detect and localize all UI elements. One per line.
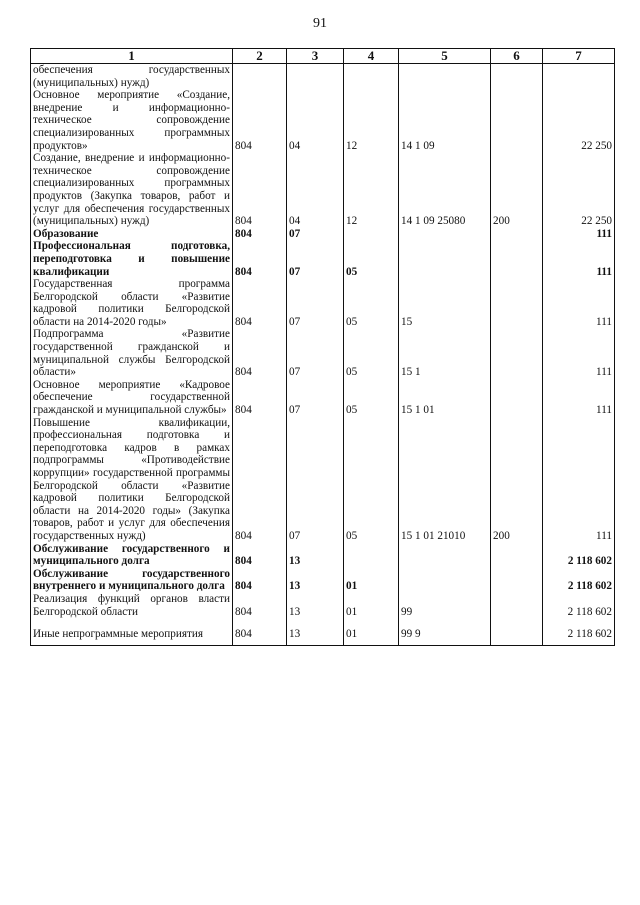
cell-ministry: 804 xyxy=(233,278,287,328)
table-row xyxy=(31,278,615,328)
cell-amount: 111 xyxy=(543,278,615,328)
cell-subsection: 05 xyxy=(344,379,399,417)
cell-amount: 22 250 xyxy=(543,89,615,152)
row-name: Создание, внедрение и информационно-техническое сопровождение специализированных программных продуктов (Закупка товаров, работ и услуг для обеспечения государственных (муниципальных) нужд) xyxy=(31,152,233,228)
table-row xyxy=(31,568,615,593)
cell-ministry: 804 xyxy=(233,417,287,543)
column-header: 7 xyxy=(543,49,615,64)
cell-target-article: 15 1 01 21010 xyxy=(399,417,491,543)
row-name: Реализация функций органов власти Белгородской области xyxy=(31,593,233,618)
cell-section: 07 xyxy=(287,278,344,328)
row-name: Основное мероприятие «Кадровое обеспечение государственной гражданской и муниципальной службы» xyxy=(31,379,233,417)
cell-amount: 111 xyxy=(543,328,615,378)
cell-target-article xyxy=(399,228,491,241)
table-row xyxy=(31,328,615,378)
cell-expense-type xyxy=(491,228,543,241)
table-row xyxy=(31,543,615,568)
table-header-row xyxy=(31,49,615,64)
cell-target-article: 14 1 09 xyxy=(399,89,491,152)
cell-amount: 111 xyxy=(543,417,615,543)
cell-expense-type xyxy=(491,278,543,328)
column-header: 1 xyxy=(31,49,233,64)
cell-subsection: 05 xyxy=(344,417,399,543)
table-row xyxy=(31,64,615,90)
cell-subsection: 05 xyxy=(344,240,399,278)
cell-expense-type xyxy=(491,379,543,417)
cell-subsection: 01 xyxy=(344,593,399,618)
cell-section: 13 xyxy=(287,568,344,593)
cell-section xyxy=(287,64,344,90)
cell-expense-type xyxy=(491,328,543,378)
cell-ministry xyxy=(233,64,287,90)
cell-section: 04 xyxy=(287,89,344,152)
cell-expense-type xyxy=(491,543,543,568)
column-header: 3 xyxy=(287,49,344,64)
cell-subsection: 12 xyxy=(344,152,399,228)
cell-target-article xyxy=(399,568,491,593)
page-number: 91 xyxy=(313,16,327,31)
cell-target-article: 15 1 xyxy=(399,328,491,378)
table-row xyxy=(31,89,615,152)
table-row xyxy=(31,240,615,278)
cell-target-article xyxy=(399,64,491,90)
cell-expense-type xyxy=(491,593,543,618)
cell-section: 07 xyxy=(287,417,344,543)
column-header: 4 xyxy=(344,49,399,64)
cell-expense-type xyxy=(491,568,543,593)
cell-section: 07 xyxy=(287,328,344,378)
cell-section: 07 xyxy=(287,379,344,417)
cell-amount: 111 xyxy=(543,240,615,278)
cell-subsection: 01 xyxy=(344,628,399,641)
row-name: Обслуживание государственного и муниципального долга xyxy=(31,543,233,568)
table-row xyxy=(31,379,615,417)
cell-ministry: 804 xyxy=(233,228,287,241)
cell-section: 07 xyxy=(287,228,344,241)
cell-subsection: 12 xyxy=(344,89,399,152)
cell-ministry: 804 xyxy=(233,379,287,417)
column-header: 2 xyxy=(233,49,287,64)
cell-ministry: 804 xyxy=(233,568,287,593)
table-bottom-border xyxy=(31,641,615,646)
cell-amount: 111 xyxy=(543,379,615,417)
cell-section: 07 xyxy=(287,240,344,278)
spacer-row xyxy=(31,618,615,628)
row-name: Государственная программа Белгородской области «Развитие кадровой политики Белгородской области на 2014-2020 годы» xyxy=(31,278,233,328)
cell-subsection xyxy=(344,228,399,241)
cell-ministry: 804 xyxy=(233,628,287,641)
cell-ministry: 804 xyxy=(233,543,287,568)
cell-amount xyxy=(543,64,615,90)
budget-table xyxy=(30,48,615,646)
cell-subsection: 01 xyxy=(344,568,399,593)
cell-target-article: 99 xyxy=(399,593,491,618)
cell-amount: 2 118 602 xyxy=(543,628,615,641)
cell-ministry: 804 xyxy=(233,152,287,228)
row-name: Обслуживание государственного внутреннего и муниципального долга xyxy=(31,568,233,593)
row-name: обеспечения государственных (муниципальных) нужд) xyxy=(31,64,233,90)
cell-expense-type xyxy=(491,240,543,278)
cell-target-article xyxy=(399,240,491,278)
cell-target-article: 99 9 xyxy=(399,628,491,641)
cell-expense-type xyxy=(491,89,543,152)
table-row xyxy=(31,593,615,618)
cell-target-article: 14 1 09 25080 xyxy=(399,152,491,228)
cell-expense-type xyxy=(491,628,543,641)
cell-section: 13 xyxy=(287,628,344,641)
table-row xyxy=(31,228,615,241)
cell-ministry: 804 xyxy=(233,240,287,278)
cell-amount: 2 118 602 xyxy=(543,593,615,618)
cell-subsection xyxy=(344,64,399,90)
cell-amount: 2 118 602 xyxy=(543,568,615,593)
cell-ministry: 804 xyxy=(233,328,287,378)
cell-target-article: 15 1 01 xyxy=(399,379,491,417)
cell-expense-type xyxy=(491,64,543,90)
row-name: Повышение квалификации, профессиональная подготовка и переподготовка кадров в рамках подпрограммы «Противодействие коррупции» государственной программы Белгородской области «Развитие кадровой политики Белгородской области на 2014-2020 годы» (Закупка товаров, работ и услуг для обеспечения государственных нужд) xyxy=(31,417,233,543)
cell-section: 04 xyxy=(287,152,344,228)
cell-section: 13 xyxy=(287,593,344,618)
column-header: 6 xyxy=(491,49,543,64)
cell-expense-type: 200 xyxy=(491,417,543,543)
cell-ministry: 804 xyxy=(233,89,287,152)
table-row xyxy=(31,152,615,228)
row-name: Подпрограмма «Развитие государственной гражданской и муниципальной службы Белгородской области» xyxy=(31,328,233,378)
cell-amount: 111 xyxy=(543,228,615,241)
cell-target-article: 15 xyxy=(399,278,491,328)
cell-amount: 2 118 602 xyxy=(543,543,615,568)
cell-subsection: 05 xyxy=(344,328,399,378)
cell-ministry: 804 xyxy=(233,593,287,618)
row-name: Иные непрограммные мероприятия xyxy=(31,628,233,641)
row-name: Основное мероприятие «Создание, внедрение и информационно-техническое сопровождение специализированных программных продуктов» xyxy=(31,89,233,152)
row-name: Профессиональная подготовка, переподготовка и повышение квалификации xyxy=(31,240,233,278)
cell-subsection: 05 xyxy=(344,278,399,328)
row-name: Образование xyxy=(31,228,233,241)
table-row xyxy=(31,628,615,641)
cell-target-article xyxy=(399,543,491,568)
cell-subsection xyxy=(344,543,399,568)
table-row xyxy=(31,417,615,543)
cell-amount: 22 250 xyxy=(543,152,615,228)
cell-section: 13 xyxy=(287,543,344,568)
cell-expense-type: 200 xyxy=(491,152,543,228)
column-header: 5 xyxy=(399,49,491,64)
